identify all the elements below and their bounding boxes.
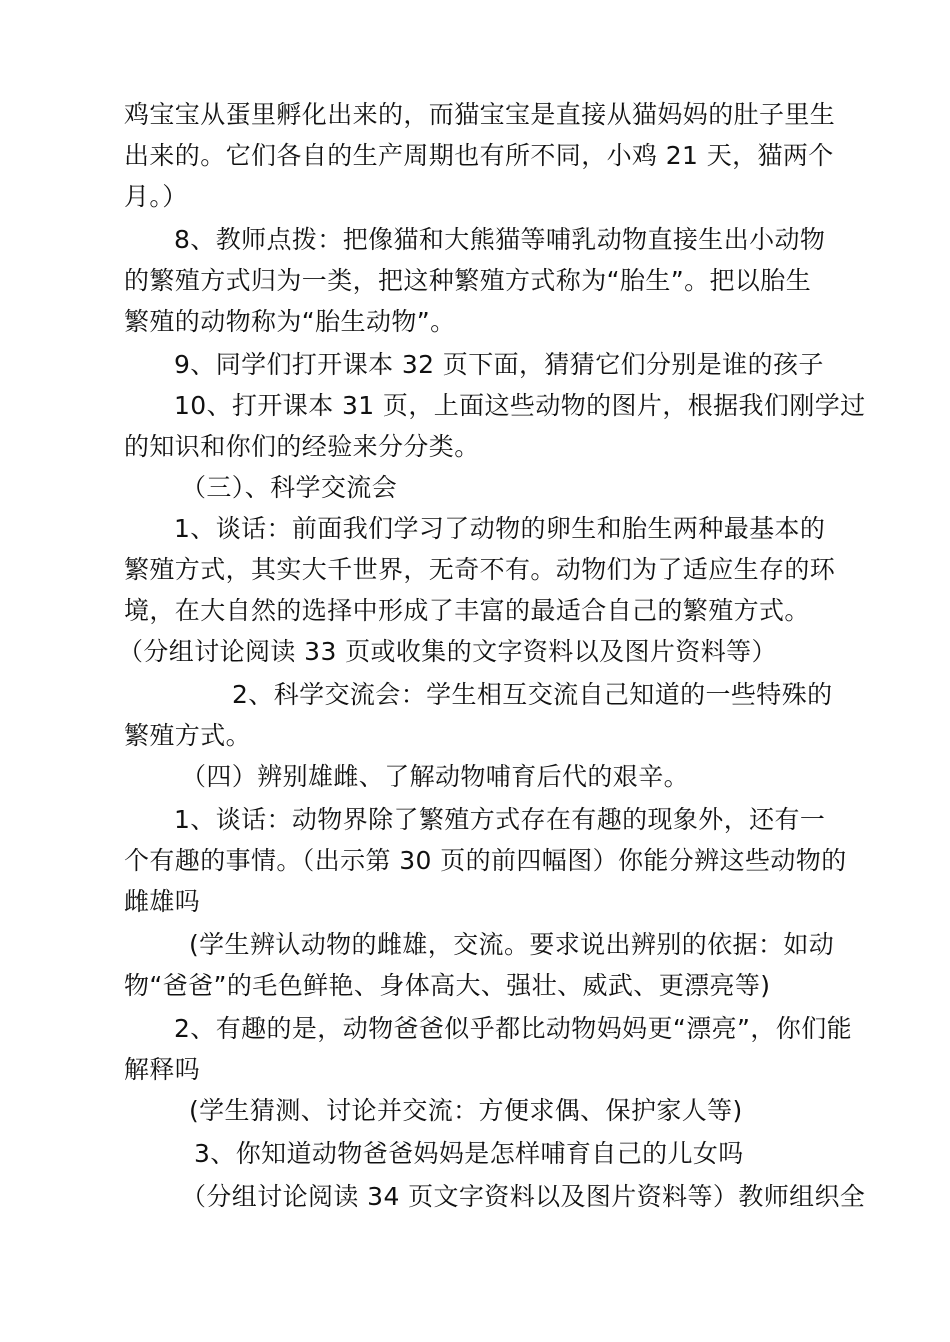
text-line: （分组讨论阅读 34 页文字资料以及图片资料等）教师组织全: [181, 1182, 866, 1211]
text-line: 繁殖的动物称为“胎生动物”。: [124, 307, 456, 336]
text-line: 2、科学交流会：学生相互交流自己知道的一些特殊的: [232, 680, 833, 709]
text-line: 1、谈话：前面我们学习了动物的卵生和胎生两种最基本的: [174, 514, 826, 543]
text-line: 境，在大自然的选择中形成了丰富的最适合自己的繁殖方式。: [124, 596, 810, 625]
text-line: (学生猜测、讨论并交流：方便求偶、保护家人等): [189, 1096, 743, 1125]
text-line: （分组讨论阅读 33 页或收集的文字资料以及图片资料等）: [118, 637, 777, 666]
text-line: 1、谈话：动物界除了繁殖方式存在有趣的现象外，还有一: [174, 805, 826, 834]
text-line: 的知识和你们的经验来分分类。: [124, 432, 480, 461]
text-line: 出来的。它们各自的生产周期也有所不同，小鸡 21 天，猫两个: [124, 141, 834, 170]
section-heading: （三）、科学交流会: [181, 473, 398, 502]
text-line: 繁殖方式，其实大千世界，无奇不有。动物们为了适应生存的环: [124, 555, 836, 584]
text-line: (学生辨认动物的雌雄，交流。要求说出辨别的依据：如动: [189, 930, 835, 959]
text-line: 繁殖方式。: [124, 721, 252, 750]
text-line: 解释吗: [124, 1055, 201, 1084]
text-line: 10、打开课本 31 页，上面这些动物的图片，根据我们刚学过: [174, 391, 866, 420]
text-line: 物“爸爸”的毛色鲜艳、身体高大、强壮、威武、更漂亮等): [124, 971, 771, 1000]
text-line: 月。）: [124, 182, 188, 211]
text-line: 的繁殖方式归为一类，把这种繁殖方式称为“胎生”。把以胎生: [124, 266, 812, 295]
section-heading: （四）辨别雄雌、了解动物哺育后代的艰辛。: [181, 762, 690, 791]
text-line: 2、有趣的是，动物爸爸似乎都比动物妈妈更“漂亮”，你们能: [174, 1014, 853, 1043]
text-line: 9、同学们打开课本 32 页下面，猜猜它们分别是谁的孩子: [174, 350, 824, 379]
text-line: 个有趣的事情。（出示第 30 页的前四幅图）你能分辨这些动物的: [124, 846, 847, 875]
text-line: 鸡宝宝从蛋里孵化出来的，而猫宝宝是直接从猫妈妈的肚子里生: [124, 100, 836, 129]
text-line: 雌雄吗: [124, 887, 201, 916]
text-line: 8、教师点拨：把像猫和大熊猫等哺乳动物直接生出小动物: [174, 225, 826, 254]
text-line: 3、你知道动物爸爸妈妈是怎样哺育自己的儿女吗: [194, 1139, 744, 1168]
